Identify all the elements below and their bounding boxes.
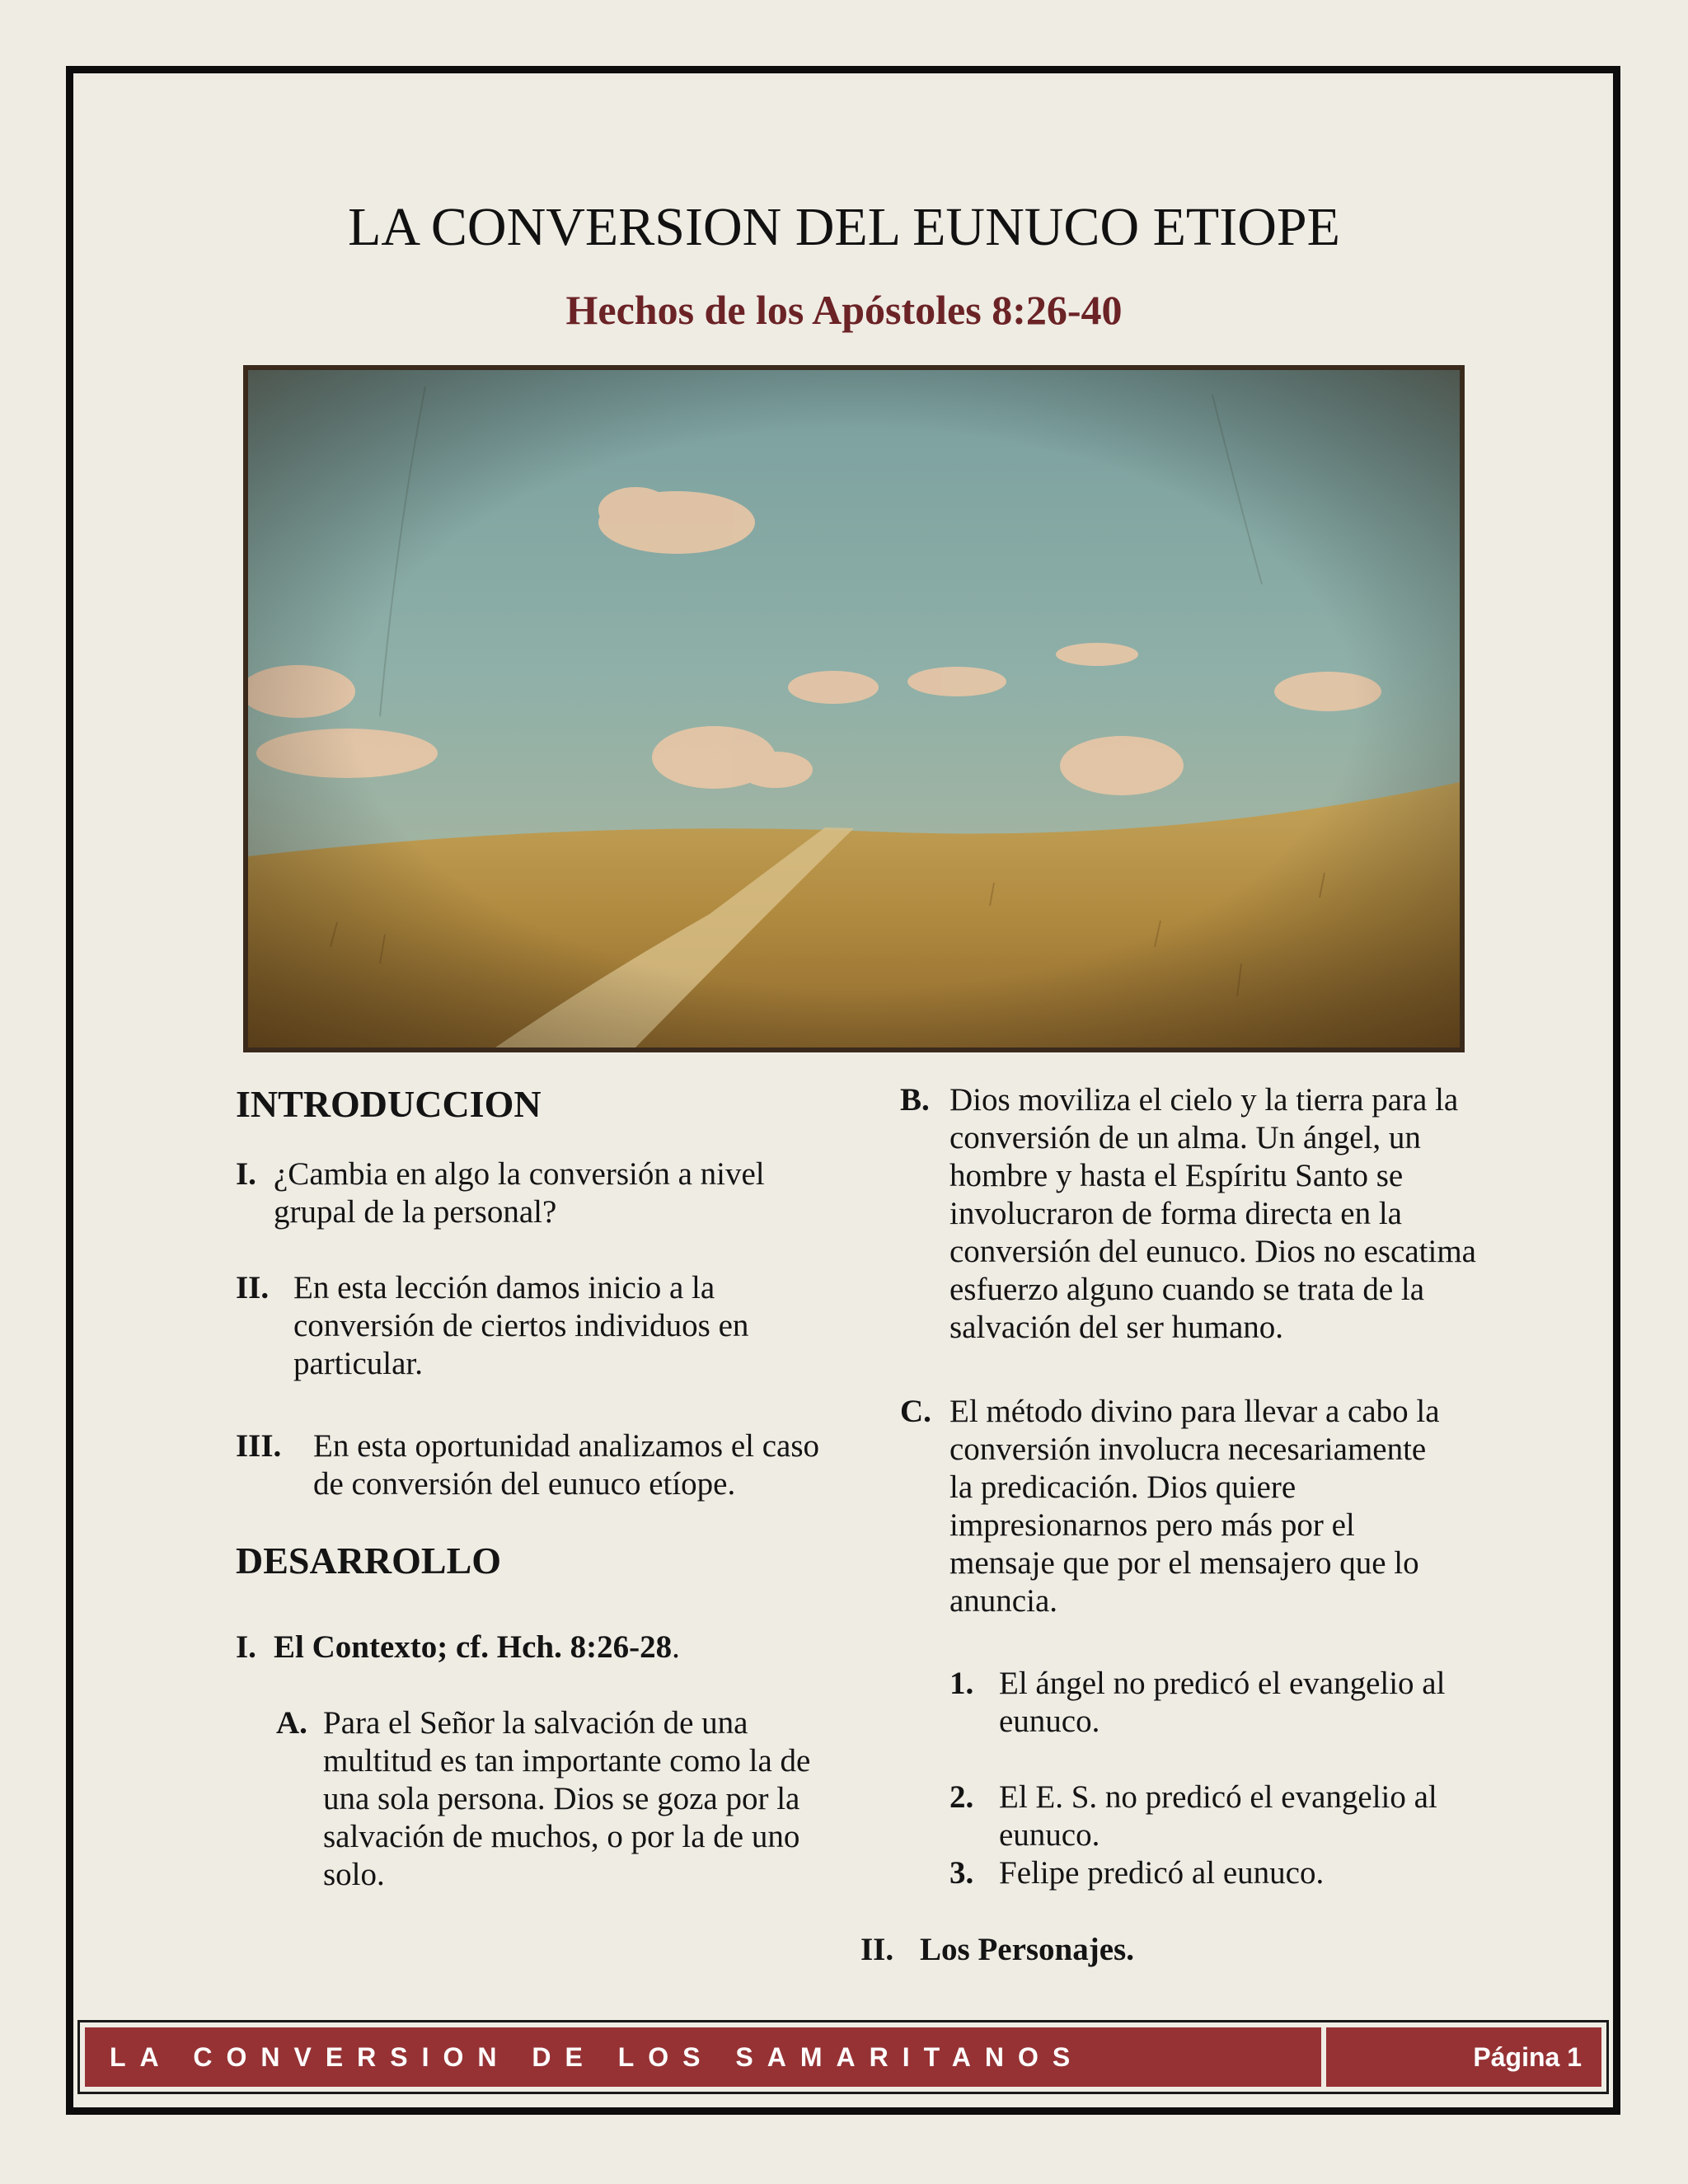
landscape-photo [243,365,1465,1052]
landscape-illustration [248,370,1460,1047]
numbered-text: El E. S. no predicó el evangelio al eunuco. [999,1779,1437,1853]
intro-heading: INTRODUCCION [236,1083,542,1125]
intro-item-text: En esta lección damos inicio a la conversión de ciertos individuos en particular. [293,1270,749,1381]
section-title-period: . [672,1629,680,1665]
subsection-text: Dios moviliza el cielo y la tierra para la conversión de un alma. Un ángel, un hombre y hasta el Espíritu Santo se involucraron de forma directa en la conversión del eunuco. Dios no escatima esfuerzo alguno cuando se trata de la salvación del ser humano. [950,1082,1476,1345]
numbered-item [950,1779,1477,1854]
intro-item-text: En esta oportunidad analizamos el caso de conversión del eunuco etíope. [313,1428,820,1502]
subsection-marker: B. [900,1082,930,1118]
section-heading [860,1931,1437,1969]
subsection-text: Para el Señor la salvación de una multitud es tan importante como la de una sola persona. Dios se goza por la salvación de muchos, o por la de uno solo. [323,1705,811,1892]
subsection-marker: C. [900,1394,931,1429]
document-subtitle: Hechos de los Apóstoles 8:26-40 [565,287,1123,333]
intro-item-marker: III. [236,1428,282,1464]
numbered-marker: 2. [950,1779,974,1815]
numbered-text: Felipe predicó al eunuco. [999,1855,1325,1891]
footer [77,2020,1609,2094]
footer-title: LA CONVERSION DE LOS SAMARITANOS [85,2027,1321,2087]
subsection-text: El método divino para llevar a cabo la conversión involucra necesariamente la predicación. Dios quiere impresionarnos pero más por el mensaje que por el mensajero que lo anuncia. [950,1394,1440,1619]
section-marker: II. [860,1932,894,1967]
numbered-item [950,1854,1477,1892]
subsection-marker: A. [276,1705,307,1741]
page-number: Página 1 [1326,2027,1601,2087]
numbered-marker: 1. [950,1666,974,1701]
intro-item [236,1269,813,1383]
intro-item [236,1155,813,1231]
section-heading [236,1629,813,1666]
intro-item [236,1427,829,1503]
subsection-item [276,1704,837,1894]
development-heading: DESARROLLO [236,1540,502,1582]
section-marker: I. [236,1629,256,1665]
numbered-item [950,1665,1477,1741]
intro-item-text: ¿Cambia en algo la conversión a nivel grupal de la personal? [274,1156,765,1230]
section-title: El Contexto; cf. Hch. 8:26-28 [274,1629,673,1665]
subsection-item [900,1081,1477,1347]
subsection-item [900,1393,1452,1620]
document-title: LA CONVERSION DEL EUNUCO ETIOPE [348,197,1340,257]
numbered-text: El ángel no predicó el evangelio al eunuco. [999,1666,1446,1739]
intro-item-marker: II. [236,1270,270,1305]
numbered-marker: 3. [950,1855,974,1891]
section-title-wrap [236,1629,813,1666]
intro-item-marker: I. [236,1156,256,1192]
section-title: Los Personajes. [920,1932,1134,1967]
